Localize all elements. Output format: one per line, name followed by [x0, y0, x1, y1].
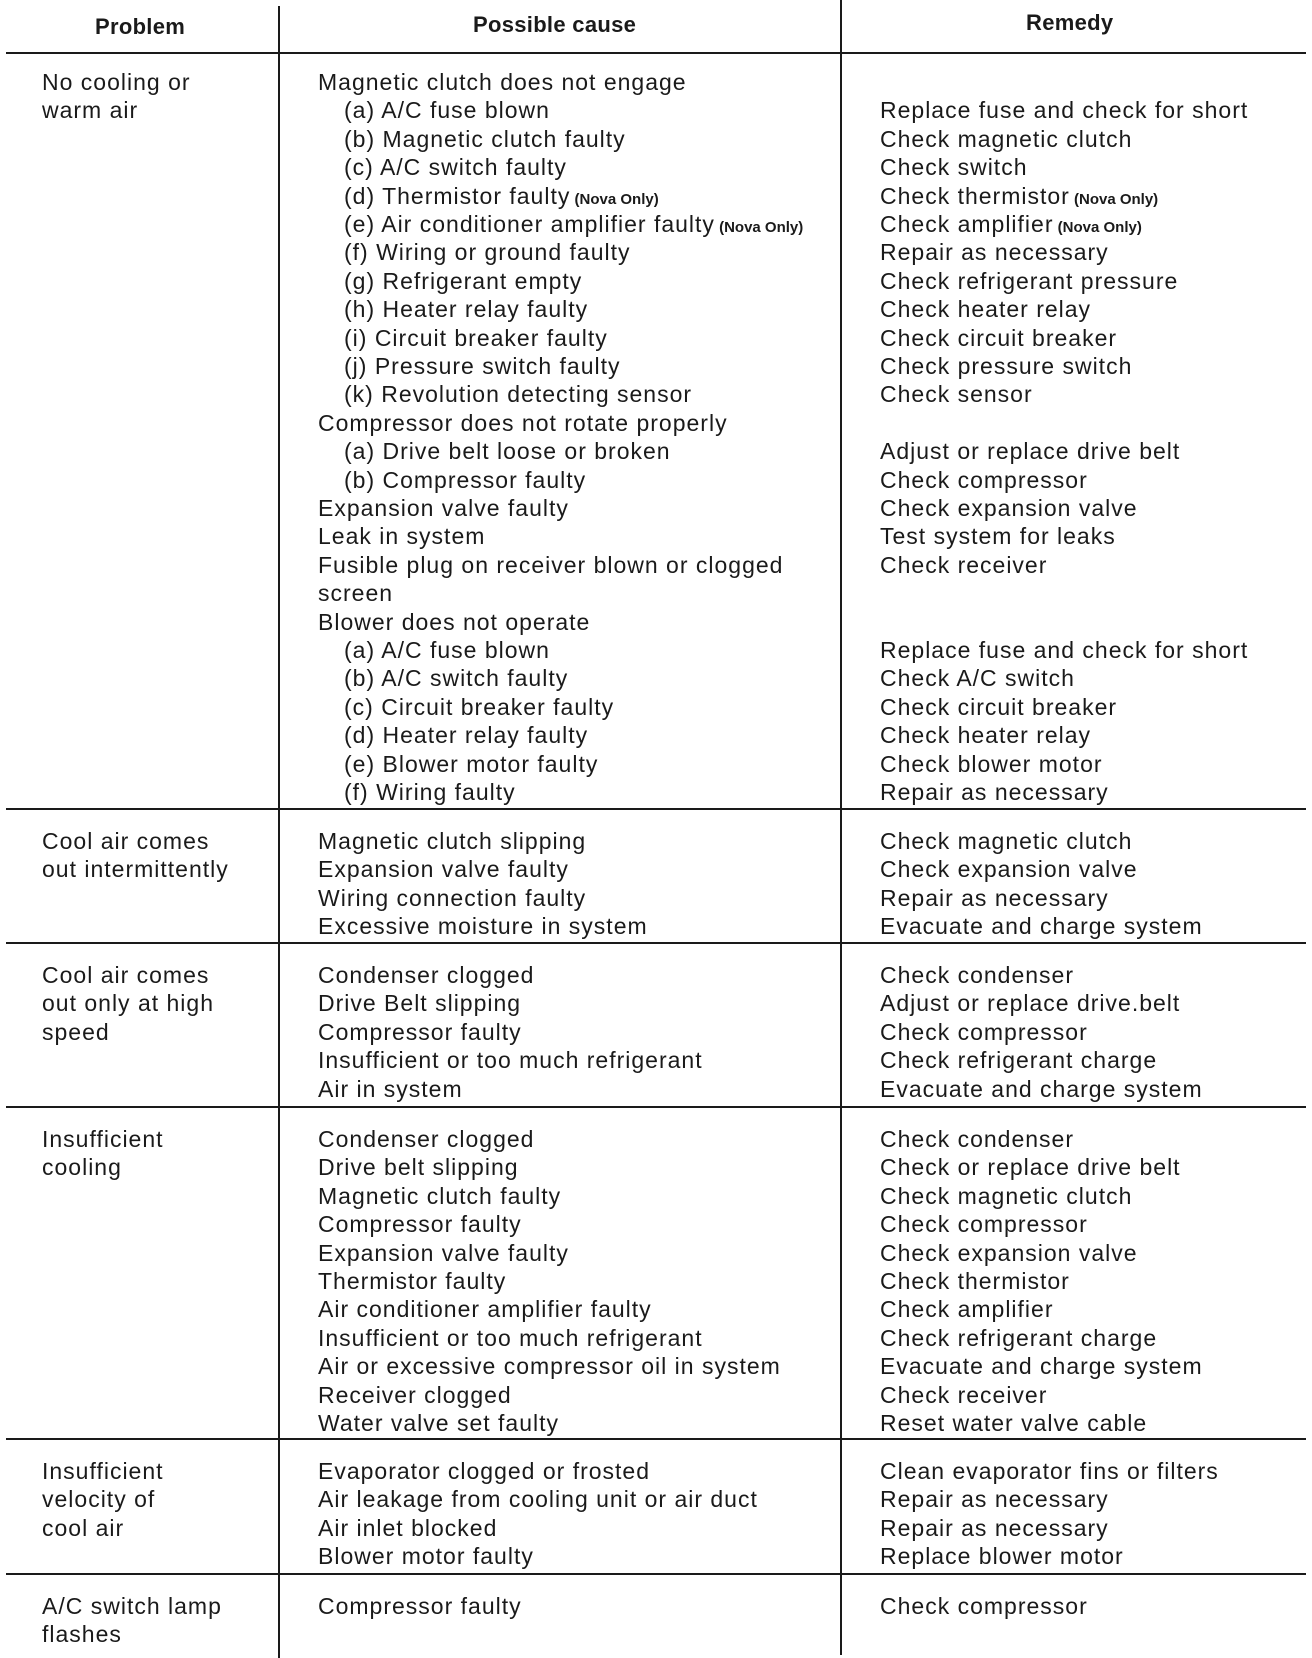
problem-text: A/C switch lamp	[42, 1593, 222, 1619]
cause-label: Thermistor faulty	[318, 1268, 507, 1294]
remedy-label: Repair as necessary	[880, 239, 1109, 266]
cause-label: (h) Heater relay faulty	[344, 296, 589, 323]
remedy-text	[880, 1514, 1109, 1542]
cause-text	[318, 1381, 512, 1409]
cause-text	[344, 750, 598, 778]
cause-label: screen	[318, 580, 394, 607]
cause-text	[318, 989, 521, 1017]
cause-label: Air in system	[318, 1075, 463, 1102]
remedy-label: Repair as necessary	[880, 1486, 1109, 1513]
cause-text	[318, 68, 687, 96]
remedy-label: Check expansion valve	[880, 856, 1138, 883]
remedy-label: Check magnetic clutch	[880, 125, 1133, 152]
remedy-label: Check or replace drive belt	[880, 1154, 1181, 1181]
cause-text	[344, 153, 567, 181]
remedy-text	[880, 855, 1138, 883]
remedy-label: Check circuit breaker	[880, 324, 1118, 351]
remedy-text	[880, 1239, 1138, 1267]
cause-label: (c) Circuit breaker faulty	[344, 693, 615, 720]
cause-label: Magnetic clutch does not engage	[318, 69, 687, 95]
remedy-text	[880, 827, 1132, 855]
cause-text	[344, 721, 588, 749]
remedy-label: Adjust or replace drive.belt	[880, 990, 1181, 1017]
cause-label: (j) Pressure switch faulty	[344, 353, 621, 379]
remedy-text	[880, 1352, 1203, 1380]
remedy-text	[880, 664, 1075, 692]
remedy-text	[880, 324, 1117, 352]
remedy-label: Reset water valve cable	[880, 1410, 1148, 1436]
remedy-label: Repair as necessary	[880, 779, 1109, 805]
header-problem: Problem	[95, 14, 186, 39]
cause-label: (f) Wiring or ground faulty	[344, 239, 631, 266]
cause-text	[344, 210, 803, 242]
remedy-text	[880, 1182, 1132, 1210]
cause-text	[318, 579, 393, 607]
cause-label: Condenser clogged	[318, 1126, 535, 1152]
remedy-label: Check magnetic clutch	[880, 828, 1133, 854]
remedy-label: Replace fuse and check for short	[880, 637, 1249, 663]
cause-label: Air or excessive compressor oil in system	[318, 1353, 781, 1380]
column-rule-left	[278, 6, 280, 1658]
remedy-text	[880, 494, 1138, 522]
cause-text	[318, 608, 590, 636]
cause-text	[318, 1542, 534, 1570]
cause-label: Expansion valve faulty	[318, 1239, 569, 1266]
remedy-text	[880, 1153, 1181, 1181]
problem-text: out only at high	[42, 990, 215, 1017]
remedy-text	[880, 1485, 1109, 1513]
remedy-label: Check switch	[880, 154, 1028, 181]
remedy-text	[880, 1075, 1203, 1103]
cause-label: Blower motor faulty	[318, 1543, 534, 1570]
remedy-text	[880, 551, 1047, 579]
problem-text: out intermittently	[42, 856, 229, 883]
cause-label: Drive Belt slipping	[318, 990, 522, 1017]
remedy-text	[880, 1409, 1147, 1437]
column-rule-right	[840, 0, 842, 1655]
remedy-text	[880, 989, 1180, 1017]
nova-only-note: (Nova Only)	[1053, 219, 1142, 236]
header-cause: Possible cause	[473, 12, 637, 37]
cause-label: (f) Wiring faulty	[344, 779, 516, 805]
cause-text	[318, 1295, 652, 1323]
row-divider	[6, 1106, 1306, 1108]
remedy-label: Check blower motor	[880, 750, 1103, 777]
remedy-text	[880, 961, 1074, 989]
cause-label: Insufficient or too much refrigerant	[318, 1047, 703, 1074]
remedy-label: Check receiver	[880, 1381, 1048, 1408]
problem-text: speed	[42, 1018, 110, 1045]
remedy-label: Check refrigerant pressure	[880, 267, 1179, 294]
cause-text	[344, 437, 671, 465]
remedy-text	[880, 182, 1158, 214]
nova-only-note: (Nova Only)	[570, 190, 659, 208]
cause-label: Insufficient or too much refrigerant	[318, 1324, 703, 1351]
remedy-label: Check heater relay	[880, 296, 1092, 323]
remedy-text	[880, 636, 1248, 664]
remedy-label: Check compressor	[880, 1018, 1088, 1045]
cause-label: Air leakage from cooling unit or air duct	[318, 1486, 758, 1513]
remedy-label: Check pressure switch	[880, 353, 1133, 379]
remedy-label: Evacuate and charge system	[880, 1075, 1203, 1102]
problem-text: cooling	[42, 1154, 122, 1181]
row-divider	[6, 1438, 1306, 1440]
remedy-text	[880, 1018, 1088, 1046]
remedy-label: Check condenser	[880, 962, 1074, 988]
header-remedy: Remedy	[1026, 10, 1114, 35]
cause-label: Leak in system	[318, 523, 486, 550]
nova-only-note: (Nova Only)	[1069, 190, 1159, 208]
cause-text	[344, 295, 588, 323]
cause-label: (a) A/C fuse blown	[344, 637, 550, 663]
remedy-text	[880, 884, 1109, 912]
remedy-text	[880, 437, 1180, 465]
problem-text: Insufficient	[42, 1458, 164, 1484]
cause-text	[318, 1018, 522, 1046]
remedy-text	[880, 295, 1091, 323]
cause-text	[344, 664, 568, 692]
remedy-label: Replace blower motor	[880, 1543, 1124, 1570]
remedy-label: Adjust or replace drive belt	[880, 438, 1181, 465]
remedy-label: Check compressor	[880, 466, 1088, 493]
cause-text	[318, 961, 534, 989]
problem-text: Insufficient	[42, 1126, 164, 1152]
cause-text	[344, 96, 550, 124]
cause-text	[344, 466, 586, 494]
remedy-text	[880, 912, 1203, 940]
remedy-label: Replace fuse and check for short	[880, 97, 1249, 124]
cause-label: (a) A/C fuse blown	[344, 97, 550, 124]
remedy-text	[880, 1210, 1088, 1238]
cause-text	[318, 409, 728, 437]
cause-label: (b) Compressor faulty	[344, 466, 587, 493]
cause-label: Air conditioner amplifier faulty	[318, 1296, 652, 1323]
cause-label: Condenser clogged	[318, 962, 535, 988]
cause-label: (g) Refrigerant empty	[344, 267, 583, 294]
cause-text	[344, 125, 626, 153]
remedy-text	[880, 1381, 1047, 1409]
remedy-text	[880, 125, 1132, 153]
remedy-label: Check heater relay	[880, 722, 1092, 749]
cause-text	[318, 1210, 522, 1238]
remedy-text	[880, 466, 1088, 494]
remedy-label: Check circuit breaker	[880, 693, 1118, 720]
cause-text	[318, 522, 485, 550]
remedy-label: Check magnetic clutch	[880, 1182, 1133, 1209]
cause-label: Blower does not operate	[318, 608, 591, 635]
cause-text	[318, 1409, 559, 1437]
cause-label: Air inlet blocked	[318, 1514, 498, 1541]
cause-text	[318, 1075, 463, 1103]
cause-label: Magnetic clutch faulty	[318, 1182, 562, 1209]
cause-text	[318, 1125, 534, 1153]
remedy-label: Check expansion valve	[880, 495, 1138, 521]
cause-text	[318, 1324, 703, 1352]
remedy-label: Clean evaporator fins or filters	[880, 1458, 1219, 1484]
cause-label: (i) Circuit breaker faulty	[344, 324, 608, 351]
cause-label: Drive belt slipping	[318, 1154, 519, 1181]
cause-text	[344, 380, 692, 408]
cause-text	[344, 778, 516, 806]
cause-text	[344, 267, 582, 295]
cause-text	[318, 1153, 519, 1181]
cause-label: (k) Revolution detecting sensor	[344, 381, 693, 408]
cause-text	[344, 238, 630, 266]
row-divider	[6, 1573, 1306, 1575]
cause-text	[344, 324, 608, 352]
remedy-label: Check refrigerant charge	[880, 1047, 1158, 1074]
remedy-label: Check compressor	[880, 1211, 1088, 1238]
cause-text	[318, 1239, 569, 1267]
cause-label: Water valve set faulty	[318, 1410, 560, 1436]
remedy-label: Check sensor	[880, 381, 1033, 408]
remedy-label: Check thermistor	[880, 1268, 1070, 1294]
cause-text	[318, 1485, 758, 1513]
remedy-text	[880, 1457, 1219, 1485]
remedy-label: Test system for leaks	[880, 523, 1116, 550]
cause-label: Magnetic clutch slipping	[318, 828, 587, 854]
remedy-label: Repair as necessary	[880, 1514, 1109, 1541]
remedy-text	[880, 1542, 1124, 1570]
problem-text: velocity of	[42, 1486, 156, 1513]
remedy-label: Check thermistor	[880, 182, 1070, 209]
cause-text	[318, 855, 569, 883]
remedy-text	[880, 1125, 1074, 1153]
cause-label: Compressor faulty	[318, 1211, 522, 1238]
cause-text	[344, 636, 550, 664]
problem-text: warm air	[42, 97, 139, 124]
cause-label: Evaporator clogged or frosted	[318, 1458, 651, 1484]
cause-label: (e) Blower motor faulty	[344, 750, 599, 777]
cause-text	[318, 494, 569, 522]
cause-text	[344, 182, 659, 214]
remedy-label: Check amplifier	[880, 1296, 1054, 1323]
cause-text	[318, 1457, 650, 1485]
remedy-text	[880, 1295, 1054, 1323]
problem-text: cool air	[42, 1514, 125, 1541]
remedy-text	[880, 721, 1091, 749]
remedy-text	[880, 522, 1116, 550]
remedy-label: Check condenser	[880, 1126, 1074, 1152]
row-divider	[6, 942, 1306, 944]
cause-label: Expansion valve faulty	[318, 856, 569, 883]
remedy-label: Check refrigerant charge	[880, 1324, 1158, 1351]
cause-text	[318, 1352, 781, 1380]
remedy-label: Evacuate and charge system	[880, 1353, 1203, 1380]
remedy-text	[880, 238, 1109, 266]
problem-text: Cool air comes	[42, 828, 210, 854]
remedy-text	[880, 1046, 1157, 1074]
remedy-text	[880, 352, 1132, 380]
cause-label: (b) Magnetic clutch faulty	[344, 125, 626, 152]
cause-label: Compressor faulty	[318, 1593, 522, 1619]
remedy-text	[880, 1324, 1157, 1352]
cause-label: (a) Drive belt loose or broken	[344, 438, 671, 465]
cause-text	[344, 693, 614, 721]
problem-text: flashes	[42, 1621, 122, 1648]
remedy-text	[880, 750, 1103, 778]
remedy-text	[880, 778, 1109, 806]
problem-text: No cooling or	[42, 69, 191, 95]
cause-label: (b) A/C switch faulty	[344, 665, 569, 692]
cause-label: (e) Air conditioner amplifier faulty	[344, 211, 715, 237]
remedy-label: Check expansion valve	[880, 1239, 1138, 1266]
remedy-text	[880, 693, 1117, 721]
cause-text	[344, 352, 621, 380]
cause-text	[318, 551, 783, 579]
cause-label: Excessive moisture in system	[318, 913, 648, 940]
remedy-text	[880, 1267, 1070, 1295]
cause-text	[318, 827, 586, 855]
cause-label: Wiring connection faulty	[318, 884, 587, 911]
cause-text	[318, 1267, 506, 1295]
cause-text	[318, 912, 648, 940]
remedy-text	[880, 153, 1027, 181]
cause-text	[318, 884, 586, 912]
remedy-text	[880, 96, 1248, 124]
nova-only-note: (Nova Only)	[714, 219, 804, 236]
row-divider	[6, 808, 1306, 810]
cause-label: Receiver clogged	[318, 1381, 512, 1408]
remedy-label: Check compressor	[880, 1593, 1088, 1619]
remedy-label: Check amplifier	[880, 211, 1054, 237]
problem-text: Cool air comes	[42, 962, 210, 988]
remedy-text	[880, 380, 1033, 408]
remedy-text	[880, 1592, 1088, 1620]
cause-text	[318, 1046, 703, 1074]
cause-label: (c) A/C switch faulty	[344, 154, 567, 181]
cause-text	[318, 1514, 497, 1542]
remedy-text	[880, 267, 1178, 295]
remedy-label: Evacuate and charge system	[880, 913, 1203, 940]
header-rule	[6, 52, 1306, 54]
remedy-label: Check A/C switch	[880, 665, 1075, 692]
remedy-label: Check receiver	[880, 551, 1048, 578]
cause-label: Compressor does not rotate properly	[318, 409, 728, 436]
cause-label: Expansion valve faulty	[318, 495, 569, 521]
cause-label: Fusible plug on receiver blown or clogged	[318, 551, 784, 578]
cause-text	[318, 1182, 561, 1210]
remedy-label: Repair as necessary	[880, 884, 1109, 911]
cause-label: (d) Thermistor faulty	[344, 182, 571, 209]
remedy-text	[880, 210, 1142, 242]
cause-label: (d) Heater relay faulty	[344, 722, 589, 749]
cause-text	[318, 1592, 522, 1620]
cause-label: Compressor faulty	[318, 1018, 522, 1045]
